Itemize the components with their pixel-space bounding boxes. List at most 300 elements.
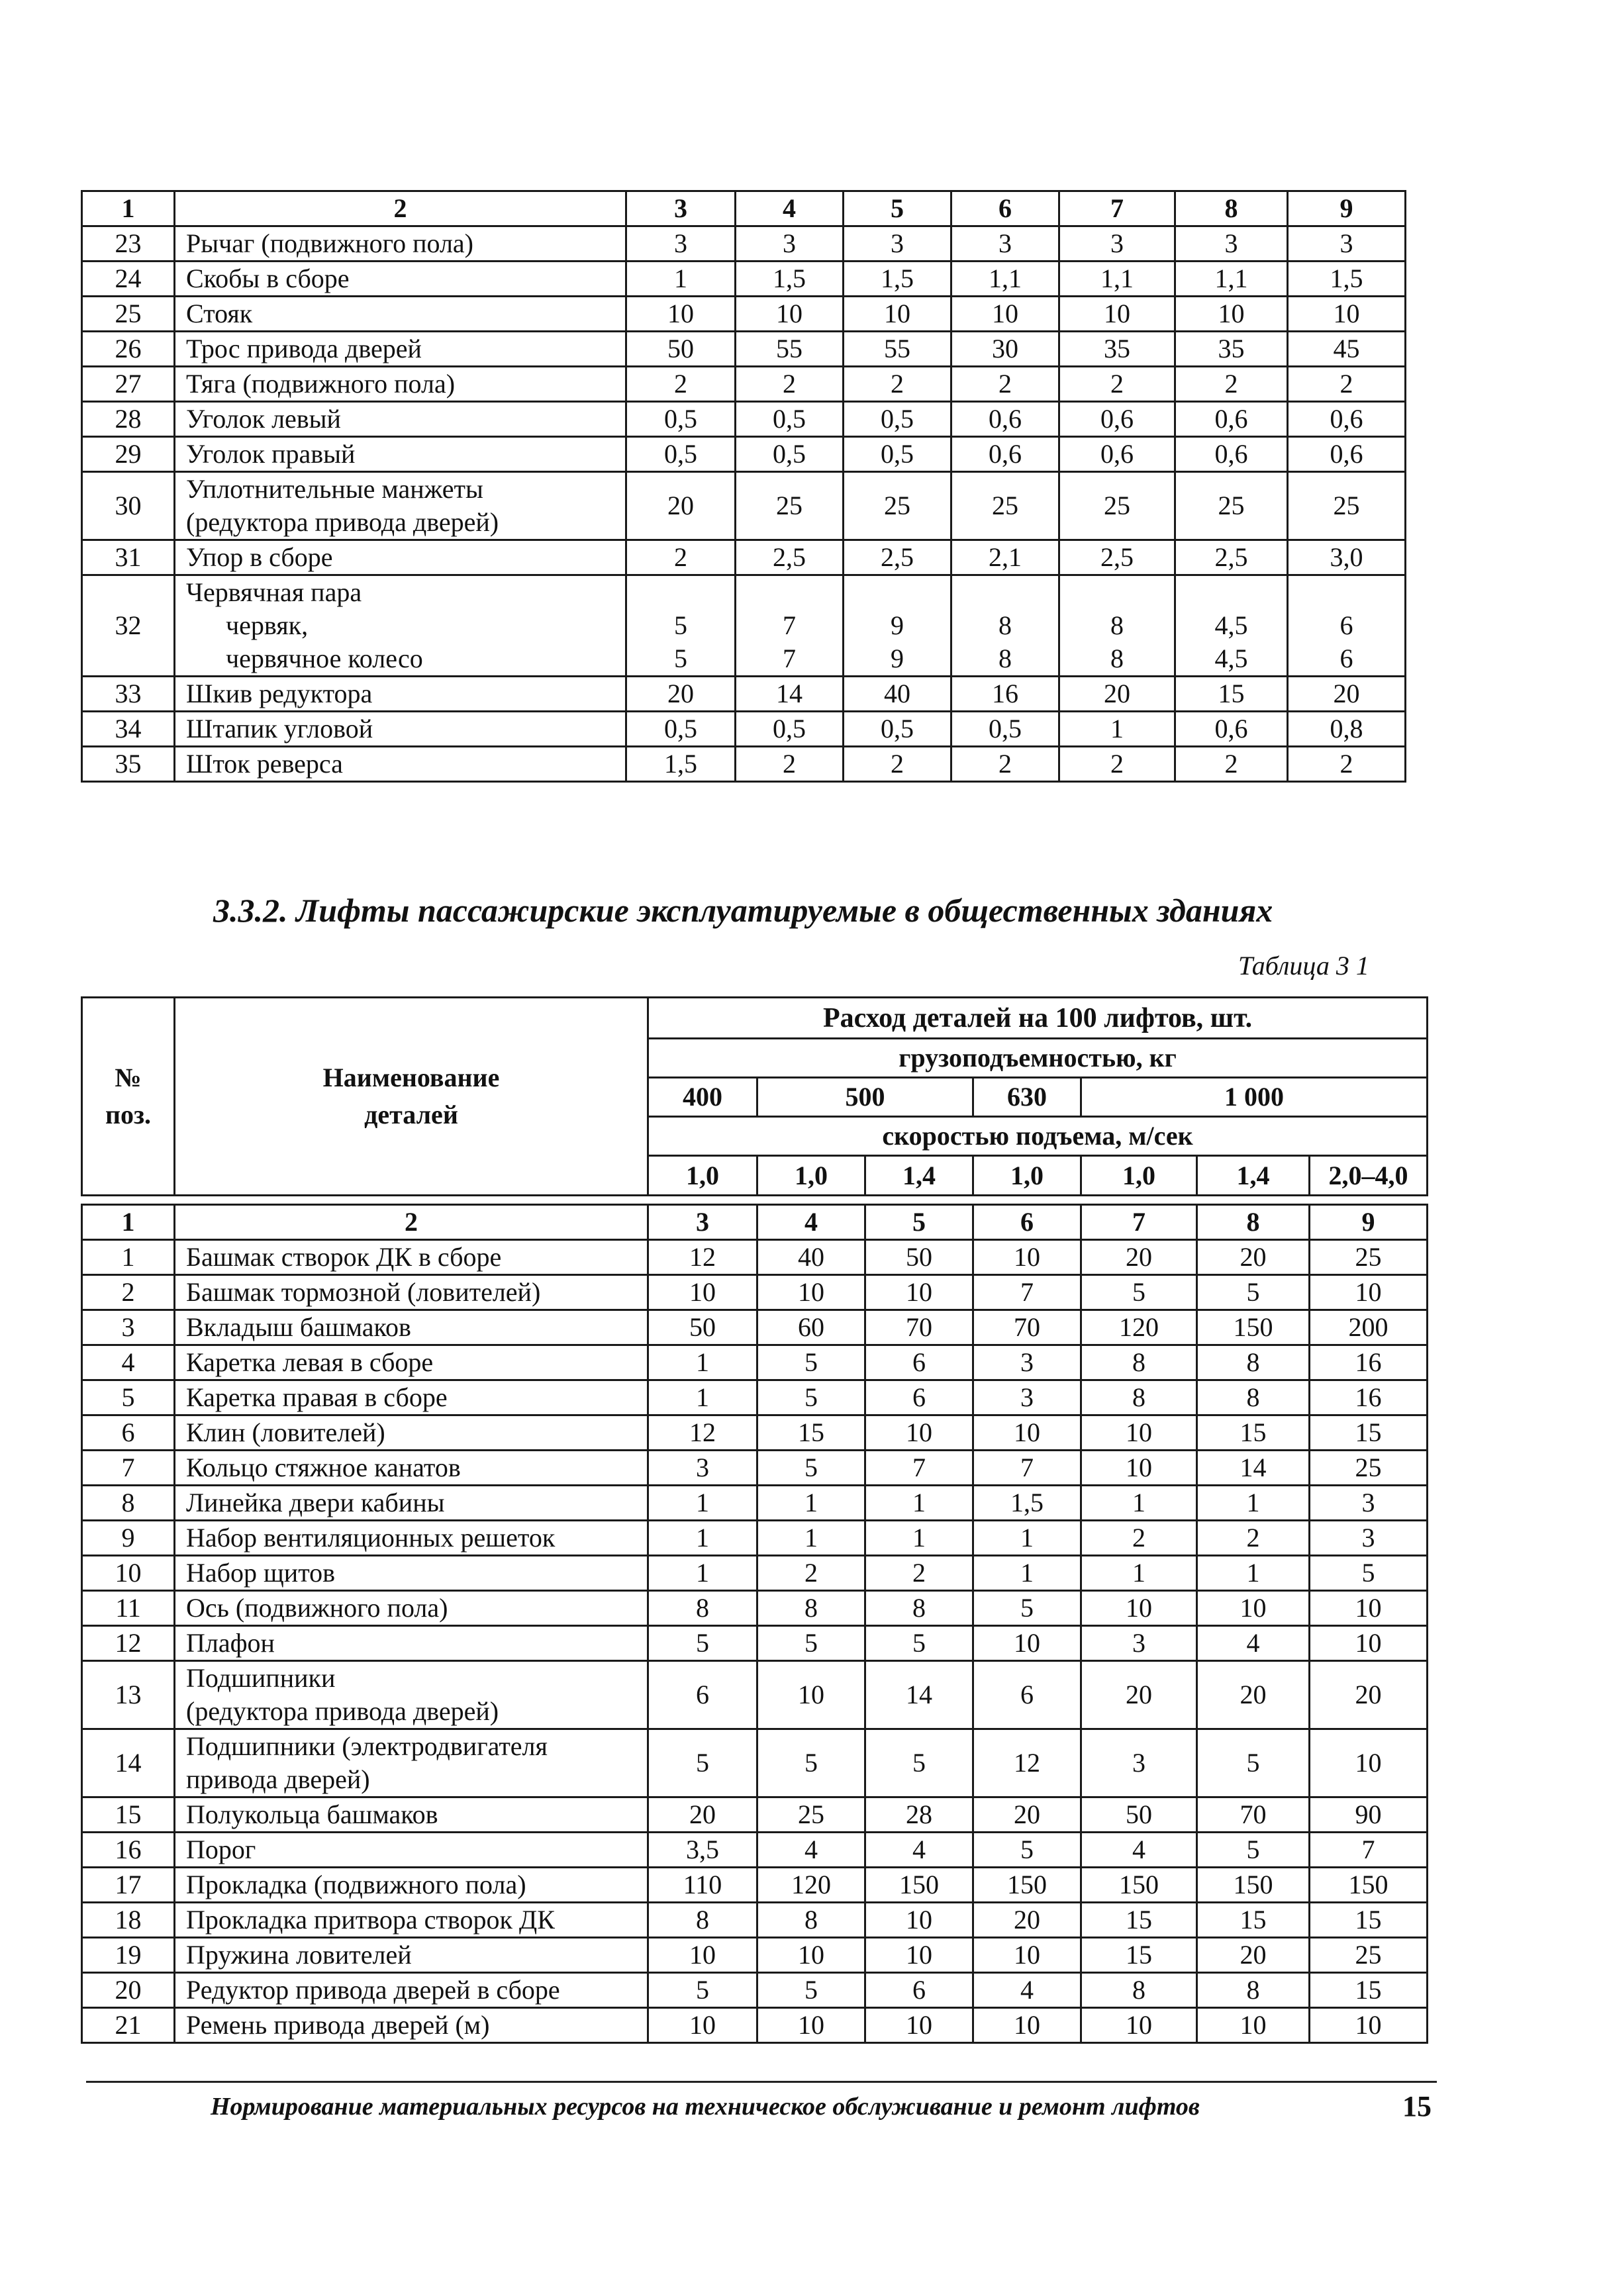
value: [627, 576, 734, 609]
value-cell: [1310, 1973, 1428, 2008]
value-cell: [648, 1729, 757, 1797]
col-number: 3: [626, 191, 736, 226]
value-cell: [1059, 332, 1175, 367]
value: 9: [891, 644, 904, 673]
value-cell: [844, 540, 951, 575]
col-number: 7: [1081, 1205, 1197, 1240]
value: 8: [1132, 1347, 1145, 1377]
value: 1: [674, 263, 687, 293]
value: 90: [1355, 1799, 1382, 1829]
table-row: [82, 2008, 1428, 2043]
part-name-line: Упор в сборе: [186, 542, 333, 572]
part-name: [175, 226, 626, 262]
value: 8: [1132, 1975, 1145, 2005]
capacity-value: 1 000: [1081, 1078, 1428, 1117]
value-cell: [648, 1903, 757, 1938]
value-cell: [1081, 1868, 1197, 1903]
part-name: [175, 1380, 648, 1415]
value-cell: [1197, 1380, 1310, 1415]
value: 25: [1333, 491, 1360, 520]
value-cell: [1197, 1240, 1310, 1275]
value-cell: [844, 226, 951, 262]
table-row: [82, 367, 1406, 402]
part-name: [175, 677, 626, 712]
value-cell: [757, 1938, 865, 1973]
value-cell: [1197, 1661, 1310, 1729]
value-cell: [1310, 1833, 1428, 1868]
value-cell: [973, 1938, 1081, 1973]
value-cell: [1081, 2008, 1197, 2043]
part-name-line: Редуктор привода дверей в сборе: [186, 1975, 560, 2005]
value: 2: [674, 542, 687, 572]
value-cell: [1081, 1973, 1197, 2008]
part-name-line: Штапик угловой: [186, 714, 373, 743]
value: 6: [1339, 610, 1353, 640]
table-row: [82, 1380, 1428, 1415]
value-cell: [973, 1240, 1081, 1275]
value: 50: [1126, 1799, 1152, 1829]
value-cell: [626, 262, 736, 297]
value: 2: [1132, 1523, 1145, 1553]
value: 50: [689, 1312, 716, 1342]
value: 6: [1020, 1680, 1034, 1709]
table-row: [82, 297, 1406, 332]
value: 25: [884, 491, 910, 520]
value-cell: [1288, 402, 1406, 437]
col-number: 3: [648, 1205, 757, 1240]
value: 0,6: [1214, 714, 1248, 743]
value-cell: [648, 1661, 757, 1729]
value-cell: [757, 1797, 865, 1833]
value-cell: [865, 1833, 973, 1868]
value: 120: [1119, 1312, 1159, 1342]
part-name-line: Подшипники (электродвигателя: [186, 1731, 548, 1761]
value: 10: [689, 1940, 716, 1970]
value: 4: [1132, 1835, 1145, 1864]
row-number: 5: [82, 1380, 175, 1415]
value: 5: [696, 1748, 709, 1778]
value: 3: [1132, 1628, 1145, 1658]
value-cell: [973, 1729, 1081, 1797]
section-title: 3.3.2. Лифты пассажирские эксплуатируемые в общественных зданиях: [213, 892, 1273, 929]
value-cell: [1197, 1973, 1310, 2008]
table-row: [82, 332, 1406, 367]
value: 8: [696, 1593, 709, 1623]
value: 15: [1218, 679, 1245, 708]
value-cell: [1175, 540, 1288, 575]
value-cell: [1081, 1451, 1197, 1486]
value-cell: [973, 1310, 1081, 1345]
value: 9: [891, 610, 904, 640]
value: 0,6: [1330, 404, 1363, 434]
part-name-line: Уголок левый: [186, 404, 341, 434]
col-number: 8: [1197, 1205, 1310, 1240]
part-name-line: Тяга (подвижного пола): [186, 369, 456, 399]
table-row: [82, 262, 1406, 297]
value: 10: [992, 299, 1018, 328]
value-cell: [1059, 297, 1175, 332]
value: 5: [1361, 1558, 1375, 1588]
part-name-line: Кольцо стяжное канатов: [186, 1453, 461, 1482]
value: 10: [1014, 2010, 1040, 2040]
value-cell: [648, 1938, 757, 1973]
value: 8: [1246, 1382, 1260, 1412]
part-name-line: Линейка двери кабины: [186, 1488, 445, 1517]
value-cell: [757, 1661, 865, 1729]
part-name: [175, 1556, 648, 1591]
table-continued-body: [82, 191, 1406, 782]
value: 6: [912, 1347, 926, 1377]
part-name-line: Шток реверса: [186, 749, 343, 779]
value-cell: [648, 2008, 757, 2043]
speed-value: 1,4: [865, 1156, 973, 1196]
value-cell: [865, 1973, 973, 2008]
value: 1: [1020, 1523, 1034, 1553]
value: 8: [696, 1905, 709, 1935]
row-number: 7: [82, 1451, 175, 1486]
value-cell: [626, 677, 736, 712]
row-number: 2: [82, 1275, 175, 1310]
value: 10: [1355, 1628, 1382, 1658]
part-name-line: Пружина ловителей: [186, 1940, 412, 1970]
header-speed: скоростью подъема, м/сек: [648, 1117, 1428, 1156]
value: 0,6: [989, 439, 1022, 469]
part-name-line: (редуктора привода дверей): [186, 1696, 499, 1726]
part-name: [175, 1486, 648, 1521]
value-cell: [973, 1275, 1081, 1310]
value-cell: [1059, 226, 1175, 262]
table-label: Таблица 3 1: [1238, 951, 1369, 981]
part-name: [175, 1310, 648, 1345]
value: 8: [1110, 644, 1124, 673]
row-number: 20: [82, 1973, 175, 2008]
value: 5: [1246, 1277, 1260, 1307]
value: 1: [696, 1382, 709, 1412]
value: 2: [1246, 1523, 1260, 1553]
part-name: [175, 1451, 648, 1486]
value: 0,6: [1214, 439, 1248, 469]
part-name: [175, 747, 626, 782]
value: 0,5: [881, 714, 914, 743]
part-name: [175, 1240, 648, 1275]
table-row: [82, 1591, 1428, 1626]
value: 50: [906, 1242, 932, 1272]
value: 14: [776, 679, 803, 708]
value-cell: [648, 1626, 757, 1661]
value: 120: [791, 1870, 831, 1899]
value: 10: [1218, 299, 1245, 328]
value-cell: [1197, 1486, 1310, 1521]
value: 25: [1218, 491, 1245, 520]
table-row: [82, 1275, 1428, 1310]
value-cell: [736, 226, 844, 262]
value-cell: [1197, 1868, 1310, 1903]
value: 110: [683, 1870, 722, 1899]
value-cell: [865, 1626, 973, 1661]
value-cell: [1310, 1729, 1428, 1797]
table-row: [82, 1797, 1428, 1833]
value-cell: [648, 1486, 757, 1521]
value: 1: [912, 1488, 926, 1517]
value: 20: [1126, 1242, 1152, 1272]
value: 0,5: [773, 714, 806, 743]
value-cell: [951, 747, 1059, 782]
value-cell: [736, 712, 844, 747]
table-3-1: [81, 1204, 1428, 2044]
value-cell: [951, 226, 1059, 262]
value: 15: [1355, 1417, 1382, 1447]
value-cell: [865, 1415, 973, 1451]
value-cell: [1175, 747, 1288, 782]
value: 3: [1110, 228, 1124, 258]
part-name: [175, 1903, 648, 1938]
value: 7: [1020, 1277, 1034, 1307]
part-name-line: Башмак створок ДК в сборе: [186, 1242, 502, 1272]
value-cell: [736, 540, 844, 575]
value: 45: [1333, 334, 1360, 363]
value: 3,5: [686, 1835, 719, 1864]
value-cell: [626, 747, 736, 782]
part-name: [175, 1938, 648, 1973]
value-cell: [1175, 472, 1288, 540]
value: 1: [804, 1488, 818, 1517]
value: 1,5: [773, 263, 806, 293]
value: [844, 576, 950, 609]
value-cell: [757, 2008, 865, 2043]
value: 15: [798, 1417, 824, 1447]
value: 1: [696, 1488, 709, 1517]
value-cell: [1059, 472, 1175, 540]
value-cell: [648, 1797, 757, 1833]
part-name-line: Шкив редуктора: [186, 679, 373, 708]
value: 150: [1007, 1870, 1047, 1899]
value: 10: [906, 1905, 932, 1935]
value-cell: [1197, 1903, 1310, 1938]
value: 20: [667, 679, 694, 708]
row-number: 3: [82, 1310, 175, 1345]
value-cell: [973, 1345, 1081, 1380]
value-cell: [951, 402, 1059, 437]
row-number: 32: [82, 575, 175, 677]
value: 3: [1020, 1382, 1034, 1412]
value: 3: [1224, 228, 1238, 258]
part-name: [175, 2008, 648, 2043]
value: 0,5: [664, 404, 697, 434]
table-row: [82, 226, 1406, 262]
value: 150: [1233, 1870, 1273, 1899]
value-cell: [1197, 1275, 1310, 1310]
part-name-line: Башмак тормозной (ловителей): [186, 1277, 541, 1307]
value-cell: [844, 712, 951, 747]
value: 1: [1132, 1558, 1145, 1588]
row-number: 33: [82, 677, 175, 712]
value: 150: [1233, 1312, 1273, 1342]
value: 4: [912, 1835, 926, 1864]
part-name-line: Рычаг (подвижного пола): [186, 228, 473, 258]
part-name: [175, 1973, 648, 2008]
value-cell: [1310, 1310, 1428, 1345]
value-cell: [1059, 437, 1175, 472]
value: 1,5: [1010, 1488, 1044, 1517]
table-row: [82, 1521, 1428, 1556]
value-cell: [736, 297, 844, 332]
row-number: 9: [82, 1521, 175, 1556]
value: 25: [1355, 1242, 1382, 1272]
part-name-line: Полукольца башмаков: [186, 1799, 438, 1829]
value-cell: [1081, 1903, 1197, 1938]
value: 20: [667, 491, 694, 520]
part-name: [175, 1833, 648, 1868]
value: 5: [912, 1748, 926, 1778]
value-cell: [973, 1833, 1081, 1868]
speed-value: 1,0: [1081, 1156, 1197, 1196]
value: 10: [798, 1277, 824, 1307]
col-number: 2: [175, 1205, 648, 1240]
part-name-line: червячное колесо: [186, 644, 423, 673]
value-cell: [973, 1903, 1081, 1938]
part-name: [175, 402, 626, 437]
value: 150: [1119, 1870, 1159, 1899]
value: 6: [912, 1382, 926, 1412]
value-cell: [1197, 1938, 1310, 1973]
value: 2: [1339, 749, 1353, 779]
value: 10: [1014, 1628, 1040, 1658]
value: 10: [798, 1680, 824, 1709]
value-cell: [1310, 1556, 1428, 1591]
value-cell: [757, 1415, 865, 1451]
value: 1: [804, 1523, 818, 1553]
row-number: 29: [82, 437, 175, 472]
value-cell: [757, 1903, 865, 1938]
value: 8: [998, 644, 1012, 673]
value-cell: [1310, 1415, 1428, 1451]
row-number: 1: [82, 1240, 175, 1275]
part-name: [175, 1591, 648, 1626]
value: 40: [884, 679, 910, 708]
value: 2: [1110, 369, 1124, 399]
value: 60: [798, 1312, 824, 1342]
value: 3: [1020, 1347, 1034, 1377]
part-name: [175, 367, 626, 402]
value: 10: [1014, 1940, 1040, 1970]
value-cell: [1288, 332, 1406, 367]
value-cell: [844, 402, 951, 437]
value: 6: [1339, 644, 1353, 673]
table-row: [82, 1240, 1428, 1275]
value-cell: [1081, 1797, 1197, 1833]
value-cell: [1081, 1833, 1197, 1868]
value: 35: [1218, 334, 1245, 363]
value: 5: [674, 610, 687, 640]
value: 10: [689, 1277, 716, 1307]
header-consumption: Расход деталей на 100 лифтов, шт.: [648, 998, 1428, 1039]
value-cell: [736, 747, 844, 782]
table-row: [82, 1345, 1428, 1380]
row-number: 18: [82, 1903, 175, 1938]
table-row: [82, 1661, 1428, 1729]
value-cell: [973, 1521, 1081, 1556]
row-number: 21: [82, 2008, 175, 2043]
value-cell: [865, 1521, 973, 1556]
row-number: 6: [82, 1415, 175, 1451]
value-cell: [736, 677, 844, 712]
value: 4,5: [1214, 610, 1248, 640]
value: 7: [1361, 1835, 1375, 1864]
table-row: [82, 1486, 1428, 1521]
value-cell: [1081, 1310, 1197, 1345]
value: 5: [696, 1975, 709, 2005]
value-cell: [648, 1451, 757, 1486]
header-capacity: грузоподъемностью, кг: [648, 1039, 1428, 1078]
value-cell: [648, 1521, 757, 1556]
value: 8: [804, 1905, 818, 1935]
row-number: 12: [82, 1626, 175, 1661]
value: 20: [689, 1799, 716, 1829]
value-cell: [1059, 262, 1175, 297]
row-number: 24: [82, 262, 175, 297]
value-cell: [1288, 367, 1406, 402]
value-cell: [1081, 1521, 1197, 1556]
value: 10: [1333, 299, 1360, 328]
table-header: [81, 996, 1428, 1196]
value-cell: [648, 1415, 757, 1451]
value: 10: [1355, 1593, 1382, 1623]
value-cell: [1288, 297, 1406, 332]
value: 5: [1246, 1835, 1260, 1864]
value-cell: [1197, 1310, 1310, 1345]
value: 1: [912, 1523, 926, 1553]
value: 3: [1132, 1748, 1145, 1778]
part-name-line: Скобы в сборе: [186, 263, 350, 293]
speed-value: 1,0: [648, 1156, 757, 1196]
value-cell: [757, 1729, 865, 1797]
value: 1,5: [1330, 263, 1363, 293]
table-row: [82, 437, 1406, 472]
value: 150: [899, 1870, 939, 1899]
value-cell: [951, 332, 1059, 367]
value-cell: [1197, 1797, 1310, 1833]
value: 1: [1246, 1558, 1260, 1588]
value: [736, 576, 842, 609]
value: 15: [1126, 1905, 1152, 1935]
value: 10: [1014, 1242, 1040, 1272]
speed-value: 1,0: [973, 1156, 1081, 1196]
value: 14: [906, 1680, 932, 1709]
value: 6: [696, 1680, 709, 1709]
value-cell: [951, 677, 1059, 712]
value: 0,5: [989, 714, 1022, 743]
row-number: 15: [82, 1797, 175, 1833]
value-cell: [1059, 402, 1175, 437]
value-cell: [844, 575, 951, 677]
value-cell: [1197, 1626, 1310, 1661]
value: 0,6: [1214, 404, 1248, 434]
value: 0,5: [773, 439, 806, 469]
row-number: 35: [82, 747, 175, 782]
value-cell: [1081, 1591, 1197, 1626]
value-cell: [865, 1591, 973, 1626]
value: 15: [1126, 1940, 1152, 1970]
part-name-line: Плафон: [186, 1628, 275, 1658]
value-cell: [973, 1626, 1081, 1661]
row-number: 28: [82, 402, 175, 437]
table-row: [82, 677, 1406, 712]
value: 1: [1246, 1488, 1260, 1517]
table-row: [82, 1556, 1428, 1591]
value: 0,6: [1330, 439, 1363, 469]
part-name: [175, 1797, 648, 1833]
value-cell: [844, 747, 951, 782]
